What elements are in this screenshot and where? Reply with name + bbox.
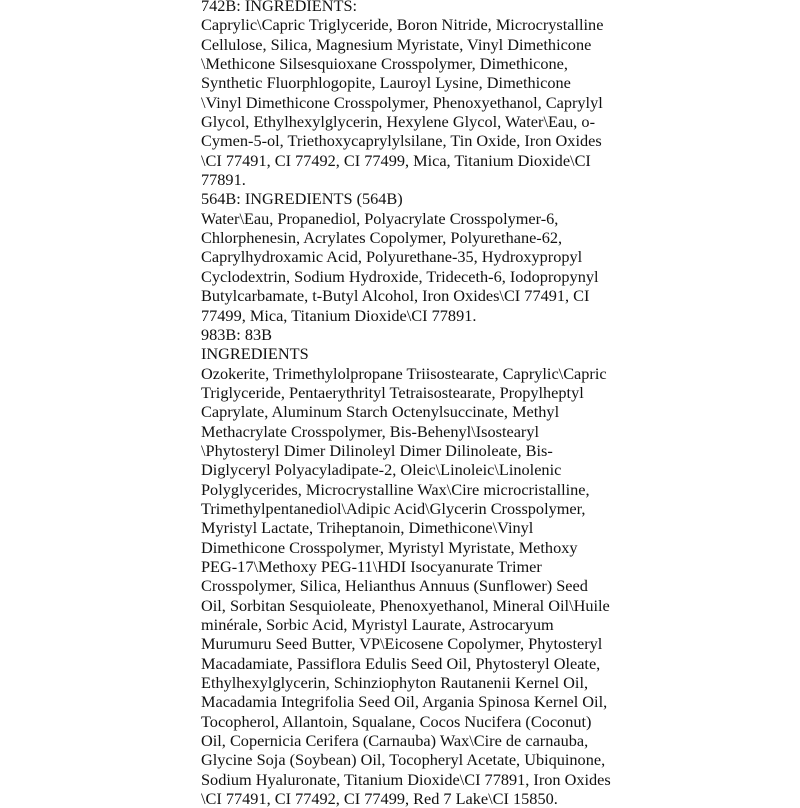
- ingredient-line: Myristyl Lactate, Triheptanoin, Dimethicone\Vinyl: [201, 518, 534, 538]
- ingredient-line: Macadamia Integrifolia Seed Oil, Argania Spinosa Kernel Oil,: [201, 692, 608, 712]
- ingredient-line: Dimethicone Crosspolymer, Myristyl Myristate, Methoxy: [201, 537, 578, 557]
- ingredient-line: PEG-17\Methoxy PEG-11\HDI Isocyanurate Trimer: [201, 556, 542, 576]
- section-heading: 564B: INGREDIENTS (564B): [201, 189, 403, 209]
- ingredient-line: Water\Eau, Propanediol, Polyacrylate Crosspolymer-6,: [201, 208, 559, 228]
- ingredients-document: [201, 0, 611, 808]
- section-742b: [201, 0, 604, 190]
- ingredient-line: Murumuru Seed Butter, VP\Eicosene Copolymer, Phytosteryl: [201, 634, 603, 654]
- ingredient-line: Butylcarbamate, t-Butyl Alcohol, Iron Oxides\CI 77491, CI: [201, 286, 590, 306]
- ingredient-line: Ozokerite, Trimethylolpropane Triisostearate, Caprylic\Capric: [201, 363, 607, 383]
- section-983b: [201, 324, 611, 808]
- ingredient-line: Oil, Sorbitan Sesquioleate, Phenoxyethanol, Mineral Oil\Huile: [201, 595, 610, 615]
- ingredient-line: \Methicone Silsesquioxane Crosspolymer, Dimethicone,: [201, 54, 568, 74]
- section-heading: 742B: INGREDIENTS:: [201, 0, 358, 15]
- ingredient-line: Glycine Soja (Soybean) Oil, Tocopheryl Acetate, Ubiquinone,: [201, 750, 606, 770]
- section-564b: [201, 189, 601, 324]
- ingredient-line: \CI 77491, CI 77492, CI 77499, Mica, Titanium Dioxide\CI: [201, 150, 591, 170]
- ingredient-line: Polyglycerides, Microcrystalline Wax\Cire microcristalline,: [201, 479, 590, 499]
- ingredient-line: Synthetic Fluorphlogopite, Lauroyl Lysine, Dimethicone: [201, 73, 571, 93]
- ingredient-line: Diglyceryl Polyacyladipate-2, Oleic\Linoleic\Linolenic: [201, 460, 562, 480]
- ingredient-line: Cyclodextrin, Sodium Hydroxide, Trideceth-6, Iodopropynyl: [201, 266, 599, 286]
- ingredient-line: Macadamiate, Passiflora Edulis Seed Oil, Phytosteryl Oleate,: [201, 653, 601, 673]
- ingredient-line: Caprylic\Capric Triglyceride, Boron Nitride, Microcrystalline: [201, 15, 604, 35]
- section-subheading: INGREDIENTS: [201, 344, 309, 364]
- ingredient-line: Chlorphenesin, Acrylates Copolymer, Polyurethane-62,: [201, 228, 563, 248]
- ingredient-line: Triglyceride, Pentaerythrityl Tetraisostearate, Propylheptyl: [201, 382, 584, 402]
- ingredient-line: Cymen-5-ol, Triethoxycaprylylsilane, Tin Oxide, Iron Oxides: [201, 131, 602, 151]
- section-heading: 983B: 83B: [201, 324, 273, 344]
- ingredient-line: Caprylate, Aluminum Starch Octenylsuccinate, Methyl: [201, 402, 560, 422]
- ingredient-line: Oil, Copernicia Cerifera (Carnauba) Wax\Cire de carnauba,: [201, 731, 589, 751]
- ingredient-line: \Vinyl Dimethicone Crosspolymer, Phenoxyethanol, Caprylyl: [201, 92, 603, 112]
- ingredient-line: Methacrylate Crosspolymer, Bis-Behenyl\Isostearyl: [201, 421, 540, 441]
- ingredient-line: Glycol, Ethylhexylglycerin, Hexylene Glycol, Water\Eau, o-: [201, 112, 595, 132]
- ingredient-line: 77499, Mica, Titanium Dioxide\CI 77891.: [201, 305, 477, 325]
- ingredient-line: Caprylhydroxamic Acid, Polyurethane-35, Hydroxypropyl: [201, 247, 583, 267]
- ingredient-line: \CI 77491, CI 77492, CI 77499, Red 7 Lake\CI 15850.: [201, 789, 558, 808]
- ingredient-line: 77891.: [201, 170, 246, 190]
- ingredient-line: Cellulose, Silica, Magnesium Myristate, Vinyl Dimethicone: [201, 34, 592, 54]
- ingredient-line: Crosspolymer, Silica, Helianthus Annuus (Sunflower) Seed: [201, 576, 588, 596]
- ingredient-line: Sodium Hyaluronate, Titanium Dioxide\CI 77891, Iron Oxides: [201, 769, 611, 789]
- ingredient-line: minérale, Sorbic Acid, Myristyl Laurate, Astrocaryum: [201, 615, 554, 634]
- ingredient-line: \Phytosteryl Dimer Dilinoleyl Dimer Dilinoleate, Bis-: [201, 440, 553, 460]
- ingredient-line: Tocopherol, Allantoin, Squalane, Cocos Nucifera (Coconut): [201, 711, 592, 731]
- ingredient-line: Ethylhexylglycerin, Schinziophyton Rautanenii Kernel Oil,: [201, 673, 589, 693]
- ingredient-line: Trimethylpentanediol\Adipic Acid\Glycerin Crosspolymer,: [201, 498, 586, 518]
